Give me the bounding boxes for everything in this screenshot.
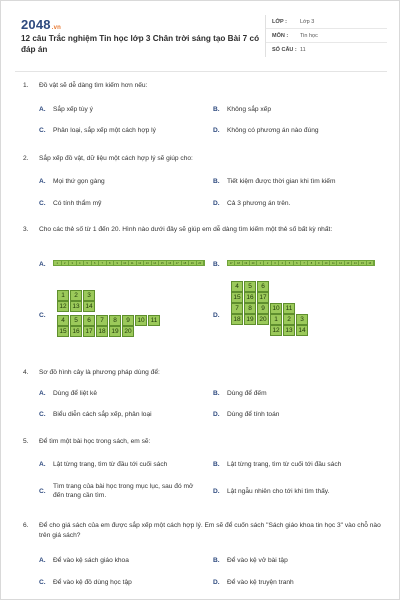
info-key: LỚP : xyxy=(272,18,287,25)
info-value: 11 xyxy=(300,47,306,53)
number-card: 16 xyxy=(244,292,256,303)
number-card: 14 xyxy=(83,301,95,312)
option-text: Biểu diễn cách sắp xếp, phân loại xyxy=(53,411,152,418)
number-card: 1 xyxy=(257,261,264,265)
option-key: C. xyxy=(39,487,46,495)
question-number: 4. xyxy=(23,369,29,376)
question-3-option-c[interactable] xyxy=(39,311,59,320)
number-card: 12 xyxy=(57,301,69,312)
question-2 xyxy=(23,154,385,164)
number-card: 19 xyxy=(244,314,256,325)
number-card: 13 xyxy=(144,261,152,265)
option-key: C. xyxy=(39,579,46,586)
question-2-option-d[interactable] xyxy=(213,199,383,208)
number-card: 3 xyxy=(69,261,77,265)
number-card: 9 xyxy=(122,315,134,326)
number-card: 12 xyxy=(337,261,344,265)
option-key: D. xyxy=(213,579,220,586)
number-card: 19 xyxy=(109,326,121,337)
number-card: 16 xyxy=(70,326,82,337)
number-card: 1 xyxy=(57,290,69,301)
question-text: Để cho giá sách của em được sắp xếp một cách hợp lý. Em sẽ để cuốn sách "Sách giáo khoa tin học 3" vào chỗ nào trên giá sách? xyxy=(39,522,381,539)
number-card: 18 xyxy=(96,326,108,337)
option-key: D. xyxy=(213,312,220,319)
number-card: 20 xyxy=(122,326,134,337)
option-text: Không có phương án nào đúng xyxy=(227,127,319,134)
number-card: 17 xyxy=(174,261,182,265)
header-divider xyxy=(15,71,387,72)
number-card: 8 xyxy=(109,315,121,326)
number-card: 3 xyxy=(296,314,308,325)
option-key: C. xyxy=(39,127,46,134)
question-3 xyxy=(23,225,385,235)
question-text: Sắp xếp đồ vật, dữ liệu một cách hợp lý sẽ giúp cho: xyxy=(39,155,193,162)
option-key: D. xyxy=(213,127,220,134)
number-card: 14 xyxy=(296,325,308,336)
logo-suffix: .vn xyxy=(51,25,62,31)
number-card: 17 xyxy=(83,326,95,337)
info-table xyxy=(265,15,387,57)
option-text: Mọi thứ gọn gàng xyxy=(53,178,105,185)
option-text: Dùng để tính toán xyxy=(227,411,280,418)
number-card: 12 xyxy=(137,261,145,265)
option-key: A. xyxy=(39,557,46,564)
number-card: 15 xyxy=(57,326,69,337)
number-card: 5 xyxy=(286,261,293,265)
number-card: 5 xyxy=(244,281,256,292)
question-text: Cho các thẻ số từ 1 đến 20. Hình nào dưới đây sẽ giúp em dễ dàng tìm kiếm một thẻ số bất kỳ nhất: xyxy=(39,226,333,233)
option-text: Có tính thẩm mỹ xyxy=(53,200,102,207)
number-card: 18 xyxy=(231,314,243,325)
number-card: 5 xyxy=(84,261,92,265)
option-key: A. xyxy=(39,390,46,397)
number-card: 10 xyxy=(122,261,130,265)
option-key: D. xyxy=(213,488,220,495)
option-text: Để vào kệ vở bài tập xyxy=(227,557,288,564)
number-card: 7 xyxy=(301,261,308,265)
info-key: MÔN : xyxy=(272,32,289,39)
number-card: 2 xyxy=(70,290,82,301)
number-card: 3 xyxy=(272,261,279,265)
number-card: 2 xyxy=(283,314,295,325)
number-strip-b xyxy=(227,260,375,266)
number-card: 19 xyxy=(189,261,197,265)
site-logo[interactable] xyxy=(21,17,61,32)
option-key: D. xyxy=(213,200,220,207)
number-card: 6 xyxy=(294,261,301,265)
number-card: 2 xyxy=(264,261,271,265)
option-key: B. xyxy=(213,178,220,185)
number-card: 3 xyxy=(83,290,95,301)
number-card: 13 xyxy=(345,261,352,265)
question-number: 3. xyxy=(23,226,29,233)
document-title: 12 câu Trắc nghiệm Tin học lớp 3 Chân trời sáng tạo Bài 7 có đáp án xyxy=(21,34,260,54)
option-text: Để vào kệ đồ dùng học tập xyxy=(53,579,132,586)
option-text: Để vào kệ sách giáo khoa xyxy=(53,557,129,564)
question-text: Sơ đồ hình cây là phương pháp dùng để: xyxy=(39,369,160,376)
number-card: 2 xyxy=(62,261,70,265)
question-6 xyxy=(23,521,385,541)
option-key: C. xyxy=(39,200,46,207)
number-card: 4 xyxy=(231,281,243,292)
number-card: 9 xyxy=(316,261,323,265)
number-card: 15 xyxy=(359,261,366,265)
logo-text: 2048 xyxy=(21,17,51,32)
number-card: 6 xyxy=(92,261,100,265)
question-text: Đồ vật sẽ dễ dàng tìm kiếm hơn nếu: xyxy=(39,82,148,89)
option-key: B. xyxy=(213,461,220,468)
question-4 xyxy=(23,368,385,378)
number-card: 4 xyxy=(279,261,286,265)
number-strip-a xyxy=(53,260,205,266)
number-card: 1 xyxy=(270,314,282,325)
question-4-option-d[interactable] xyxy=(213,410,383,419)
number-card: 11 xyxy=(330,261,337,265)
number-card: 6 xyxy=(83,315,95,326)
option-key: A. xyxy=(39,461,46,468)
number-card: 20 xyxy=(197,261,205,265)
document-header xyxy=(15,11,387,67)
question-5-option-d[interactable] xyxy=(213,487,383,496)
number-card: 11 xyxy=(129,261,137,265)
option-key: B. xyxy=(213,261,220,268)
info-row-subject xyxy=(266,29,387,43)
option-key: B. xyxy=(213,106,220,113)
number-card: 15 xyxy=(159,261,167,265)
option-key: A. xyxy=(39,106,46,113)
number-card: 17 xyxy=(257,292,269,303)
question-1 xyxy=(23,81,385,91)
question-3-option-a[interactable] xyxy=(39,260,209,269)
number-card: 10 xyxy=(323,261,330,265)
question-6-option-a[interactable] xyxy=(39,556,199,565)
option-key: B. xyxy=(213,390,220,397)
option-text: Lật ngẫu nhiên cho tới khi tìm thấy. xyxy=(227,488,330,495)
option-text: Dùng để đếm xyxy=(227,390,267,397)
question-5-option-b[interactable] xyxy=(213,460,389,469)
number-card: 16 xyxy=(367,261,374,265)
number-card: 9 xyxy=(114,261,122,265)
question-1-option-b[interactable] xyxy=(213,105,383,114)
info-row-class xyxy=(266,15,387,29)
question-6-option-b[interactable] xyxy=(213,556,383,565)
option-key: D. xyxy=(213,411,220,418)
number-card: 5 xyxy=(70,315,82,326)
number-grid-c xyxy=(57,290,177,346)
option-text: Để vào kệ truyện tranh xyxy=(227,579,294,586)
option-key: A. xyxy=(39,261,46,268)
number-card: 11 xyxy=(148,315,160,326)
option-key: C. xyxy=(39,411,46,418)
question-4-option-b[interactable] xyxy=(213,389,383,398)
number-card: 18 xyxy=(235,261,242,265)
question-number: 6. xyxy=(23,522,29,529)
number-card: 18 xyxy=(182,261,190,265)
info-value: Lớp 3 xyxy=(300,18,315,25)
option-text: Dùng để liệt kê xyxy=(53,390,97,397)
option-key: B. xyxy=(213,557,220,564)
question-5-option-a[interactable] xyxy=(39,460,211,469)
number-card: 16 xyxy=(167,261,175,265)
option-key: C. xyxy=(39,312,46,319)
number-card: 9 xyxy=(257,303,269,314)
question-text: Để tìm một bài học trong sách, em sẽ: xyxy=(39,438,151,445)
question-3-option-d[interactable] xyxy=(213,311,233,320)
number-grid-d xyxy=(231,281,341,347)
option-text: Không sắp xếp xyxy=(227,106,271,113)
question-number: 1. xyxy=(23,82,29,89)
number-card: 19 xyxy=(243,261,250,265)
number-card: 4 xyxy=(57,315,69,326)
option-key: A. xyxy=(39,178,46,185)
option-text: Phân loại, sắp xếp một cách hợp lý xyxy=(53,127,156,134)
number-card: 7 xyxy=(96,315,108,326)
info-key: SỐ CÂU : xyxy=(272,47,297,53)
number-card: 20 xyxy=(257,314,269,325)
number-card: 13 xyxy=(283,325,295,336)
number-card: 10 xyxy=(135,315,147,326)
number-card: 13 xyxy=(70,301,82,312)
option-text: Lật từng trang, tìm từ đầu tới cuối sách xyxy=(53,461,168,468)
question-5 xyxy=(23,437,385,447)
number-card: 12 xyxy=(270,325,282,336)
question-number: 2. xyxy=(23,155,29,162)
number-card: 7 xyxy=(231,303,243,314)
info-row-count xyxy=(266,43,387,57)
question-4-option-a[interactable] xyxy=(39,389,199,398)
number-card: 6 xyxy=(257,281,269,292)
number-card: 17 xyxy=(228,261,235,265)
number-card: 20 xyxy=(250,261,257,265)
number-card: 15 xyxy=(231,292,243,303)
number-card: 14 xyxy=(152,261,160,265)
number-card: 1 xyxy=(54,261,62,265)
question-1-option-a[interactable] xyxy=(39,105,199,114)
question-2-option-b[interactable] xyxy=(213,177,383,186)
number-card: 10 xyxy=(270,303,282,314)
option-text: Sắp xếp tùy ý xyxy=(53,106,93,113)
number-card: 8 xyxy=(244,303,256,314)
number-card: 11 xyxy=(283,303,295,314)
info-value: Tin học xyxy=(300,32,318,39)
option-text: Tiết kiệm được thời gian khi tìm kiếm xyxy=(227,178,336,185)
question-2-option-c[interactable] xyxy=(39,199,199,208)
option-text: Lật từng trang, tìm từ cuối tới đầu sách xyxy=(227,461,342,468)
question-2-option-a[interactable] xyxy=(39,177,199,186)
question-6-option-c[interactable] xyxy=(39,578,199,587)
question-1-option-c[interactable] xyxy=(39,126,209,135)
number-card: 8 xyxy=(107,261,115,265)
option-text: Tìm trang của bài học trong mục lục, sau đó mở đến trang cần tìm. xyxy=(53,483,194,499)
question-6-option-d[interactable] xyxy=(213,578,383,587)
question-1-option-d[interactable] xyxy=(213,126,383,135)
number-card: 14 xyxy=(352,261,359,265)
question-number: 5. xyxy=(23,438,29,445)
question-3-option-b[interactable] xyxy=(213,260,385,269)
number-card: 4 xyxy=(77,261,85,265)
question-5-option-c[interactable] xyxy=(39,482,207,500)
question-4-option-c[interactable] xyxy=(39,410,209,419)
option-text: Cả 3 phương án trên. xyxy=(227,200,291,207)
number-card: 8 xyxy=(308,261,315,265)
number-card: 7 xyxy=(99,261,107,265)
